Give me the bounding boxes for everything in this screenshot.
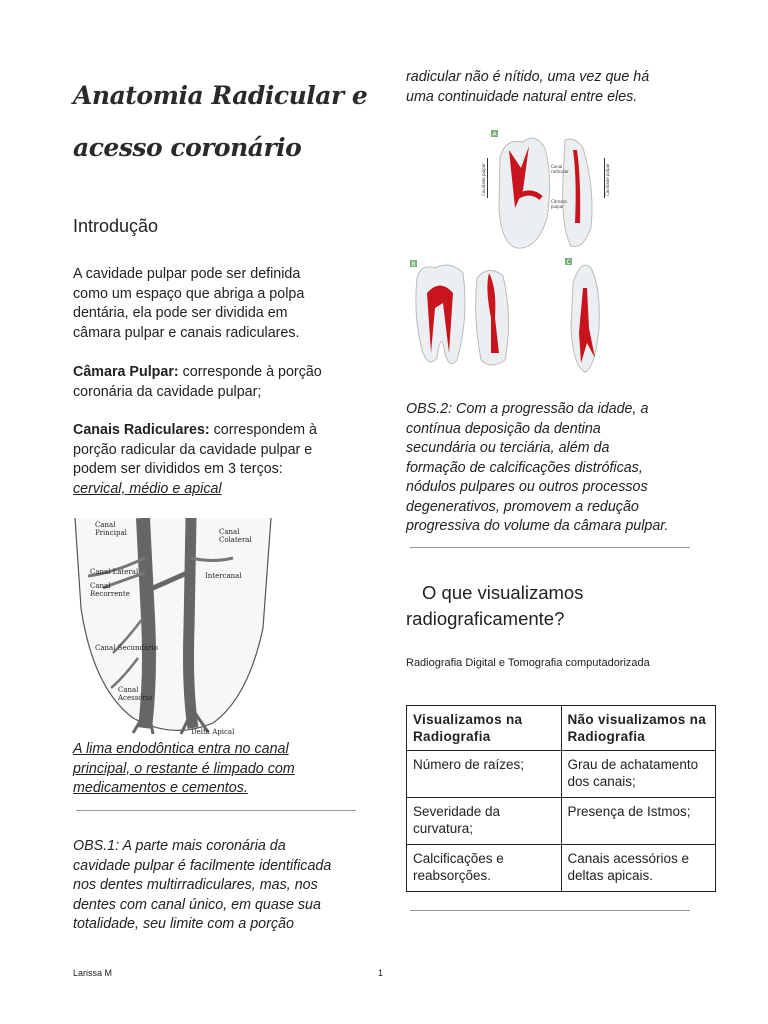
obs2-line: OBS.2: Com a progressão da idade, a [406, 401, 649, 417]
obs1-line: nos dentes multirradiculares, mas, nos [73, 877, 318, 893]
table-cell: Severidade da curvatura; [407, 798, 562, 845]
canais-text: correspondem à [209, 422, 317, 438]
intro-line: A cavidade pulpar pode ser definida [73, 266, 301, 282]
radio-heading [406, 580, 583, 632]
diagram-caption [73, 740, 363, 799]
obs2-line: progressiva do volume da câmara pulpar. [406, 518, 669, 534]
title-line-1: Anatomia Radicular e [73, 81, 368, 110]
tooth-b1 [416, 265, 465, 364]
table-header-row [407, 706, 716, 751]
radio-subtitle: Radiografia Digital e Tomografia computadorizada [406, 657, 650, 669]
canais-text: podem ser divididos em 3 terços: [73, 461, 283, 477]
obs2-paragraph [406, 400, 706, 537]
canais-thirds: cervical, médio e apical [73, 480, 222, 497]
obs1-line: dentes com canal único, em quase sua [73, 896, 321, 913]
label-camara-pulpar: Câmara [551, 199, 567, 204]
radio-heading-line: O que visualizamos [422, 582, 584, 603]
intro-line: como um espaço que abriga a polpa [73, 285, 305, 302]
label-recorrente: Canal [90, 582, 111, 590]
panel-c-label: C [566, 259, 571, 266]
table-cell: Número de raízes; [407, 751, 562, 798]
root-canal-diagram [73, 518, 273, 736]
label-recorrente: Recorrente [90, 590, 130, 598]
label-principal: Principal [95, 529, 127, 537]
root-outline [75, 518, 271, 730]
caption-line: principal, o restante é limpado com [73, 760, 295, 777]
title-line-2: acesso coronário [73, 133, 302, 162]
camara-term: Câmara Pulpar: [73, 364, 179, 380]
camara-text: corresponde à porção [178, 364, 322, 380]
label-cavidade-pulpar: Cavidade pulpar [605, 163, 610, 196]
obs2-line: nódulos pulpares ou outros processos [406, 479, 648, 495]
caption-line: medicamentos e cementos. [73, 780, 248, 796]
label-acessorio: Acessório [118, 694, 153, 702]
label-colateral: Canal [219, 528, 240, 536]
footer-page-number: 1 [378, 968, 384, 978]
camara-definition [73, 363, 363, 402]
canais-term: Canais Radiculares: [73, 422, 210, 438]
obs2-line: secundária ou terciária, além da [406, 440, 610, 456]
label-camara-pulpar: pulpar [551, 204, 564, 209]
divider [410, 547, 690, 548]
label-acessorio: Canal [118, 686, 139, 694]
divider [410, 910, 690, 911]
table-row [407, 845, 716, 892]
teeth-illustration [405, 128, 615, 376]
cavity-bracket [487, 158, 488, 198]
obs1-paragraph [73, 837, 368, 935]
label-canal-radicular: radicular [551, 169, 569, 174]
divider [76, 810, 356, 811]
panel-b-label: B [411, 261, 416, 268]
obs1-line: OBS.1: A parte mais coronária da [73, 838, 286, 854]
label-cavidade-pulpar: Cavidade pulpar [481, 163, 486, 196]
table-cell: Grau de achatamento dos canais; [561, 751, 716, 798]
canais-text: porção radicular da cavidade pulpar e [73, 441, 313, 458]
panel-a-label: A [492, 131, 497, 138]
label-intercanal: Intercanal [205, 572, 242, 580]
obs1-continuation [406, 68, 706, 107]
obs1-line: radicular não é nítido, uma vez que há [406, 69, 650, 85]
table-row [407, 798, 716, 845]
obs2-line: contínua deposição da dentina [406, 420, 601, 437]
caption-line: A lima endodôntica entra no canal [73, 741, 289, 757]
collateral-canal [189, 518, 194, 728]
radiography-table [406, 705, 716, 892]
intro-paragraph [73, 265, 363, 343]
obs2-line: formação de calcificações distróficas, [406, 459, 643, 476]
radio-heading-line: radiograficamente? [406, 608, 565, 629]
label-canal-radicular: Canal [551, 164, 563, 169]
footer-author: Larissa M [73, 968, 113, 978]
label-principal: Canal [95, 521, 116, 529]
camara-text: coronária da cavidade pulpar; [73, 383, 262, 400]
table-cell: Calcificações e reabsorções. [407, 845, 562, 892]
label-colateral: Colateral [219, 536, 252, 544]
obs2-line: degenerativos, promovem a redução [406, 498, 639, 515]
table-cell: Presença de Istmos; [561, 798, 716, 845]
table-row [407, 751, 716, 798]
table-header-visible: Visualizamos na Radiografia [407, 706, 562, 751]
obs1-line: uma continuidade natural entre eles. [406, 88, 638, 105]
intro-line: câmara pulpar e canais radiculares. [73, 324, 300, 341]
intro-line: dentária, ela pode ser dividida em [73, 305, 288, 321]
table-cell: Canais acessórios e deltas apicais. [561, 845, 716, 892]
page-title [73, 70, 373, 174]
label-lateral: Canal Lateral [90, 568, 139, 576]
label-delta: Delta Apical [191, 728, 235, 736]
intro-heading: Introdução [73, 216, 159, 236]
table-header-not-visible: Não visualizamos na Radiografia [561, 706, 716, 751]
label-secundario: Canal Secundário [95, 644, 159, 652]
canais-definition [73, 421, 363, 499]
obs1-line: totalidade, seu limite com a porção [73, 916, 294, 932]
obs1-line: cavidade pulpar é facilmente identificada [73, 857, 332, 874]
